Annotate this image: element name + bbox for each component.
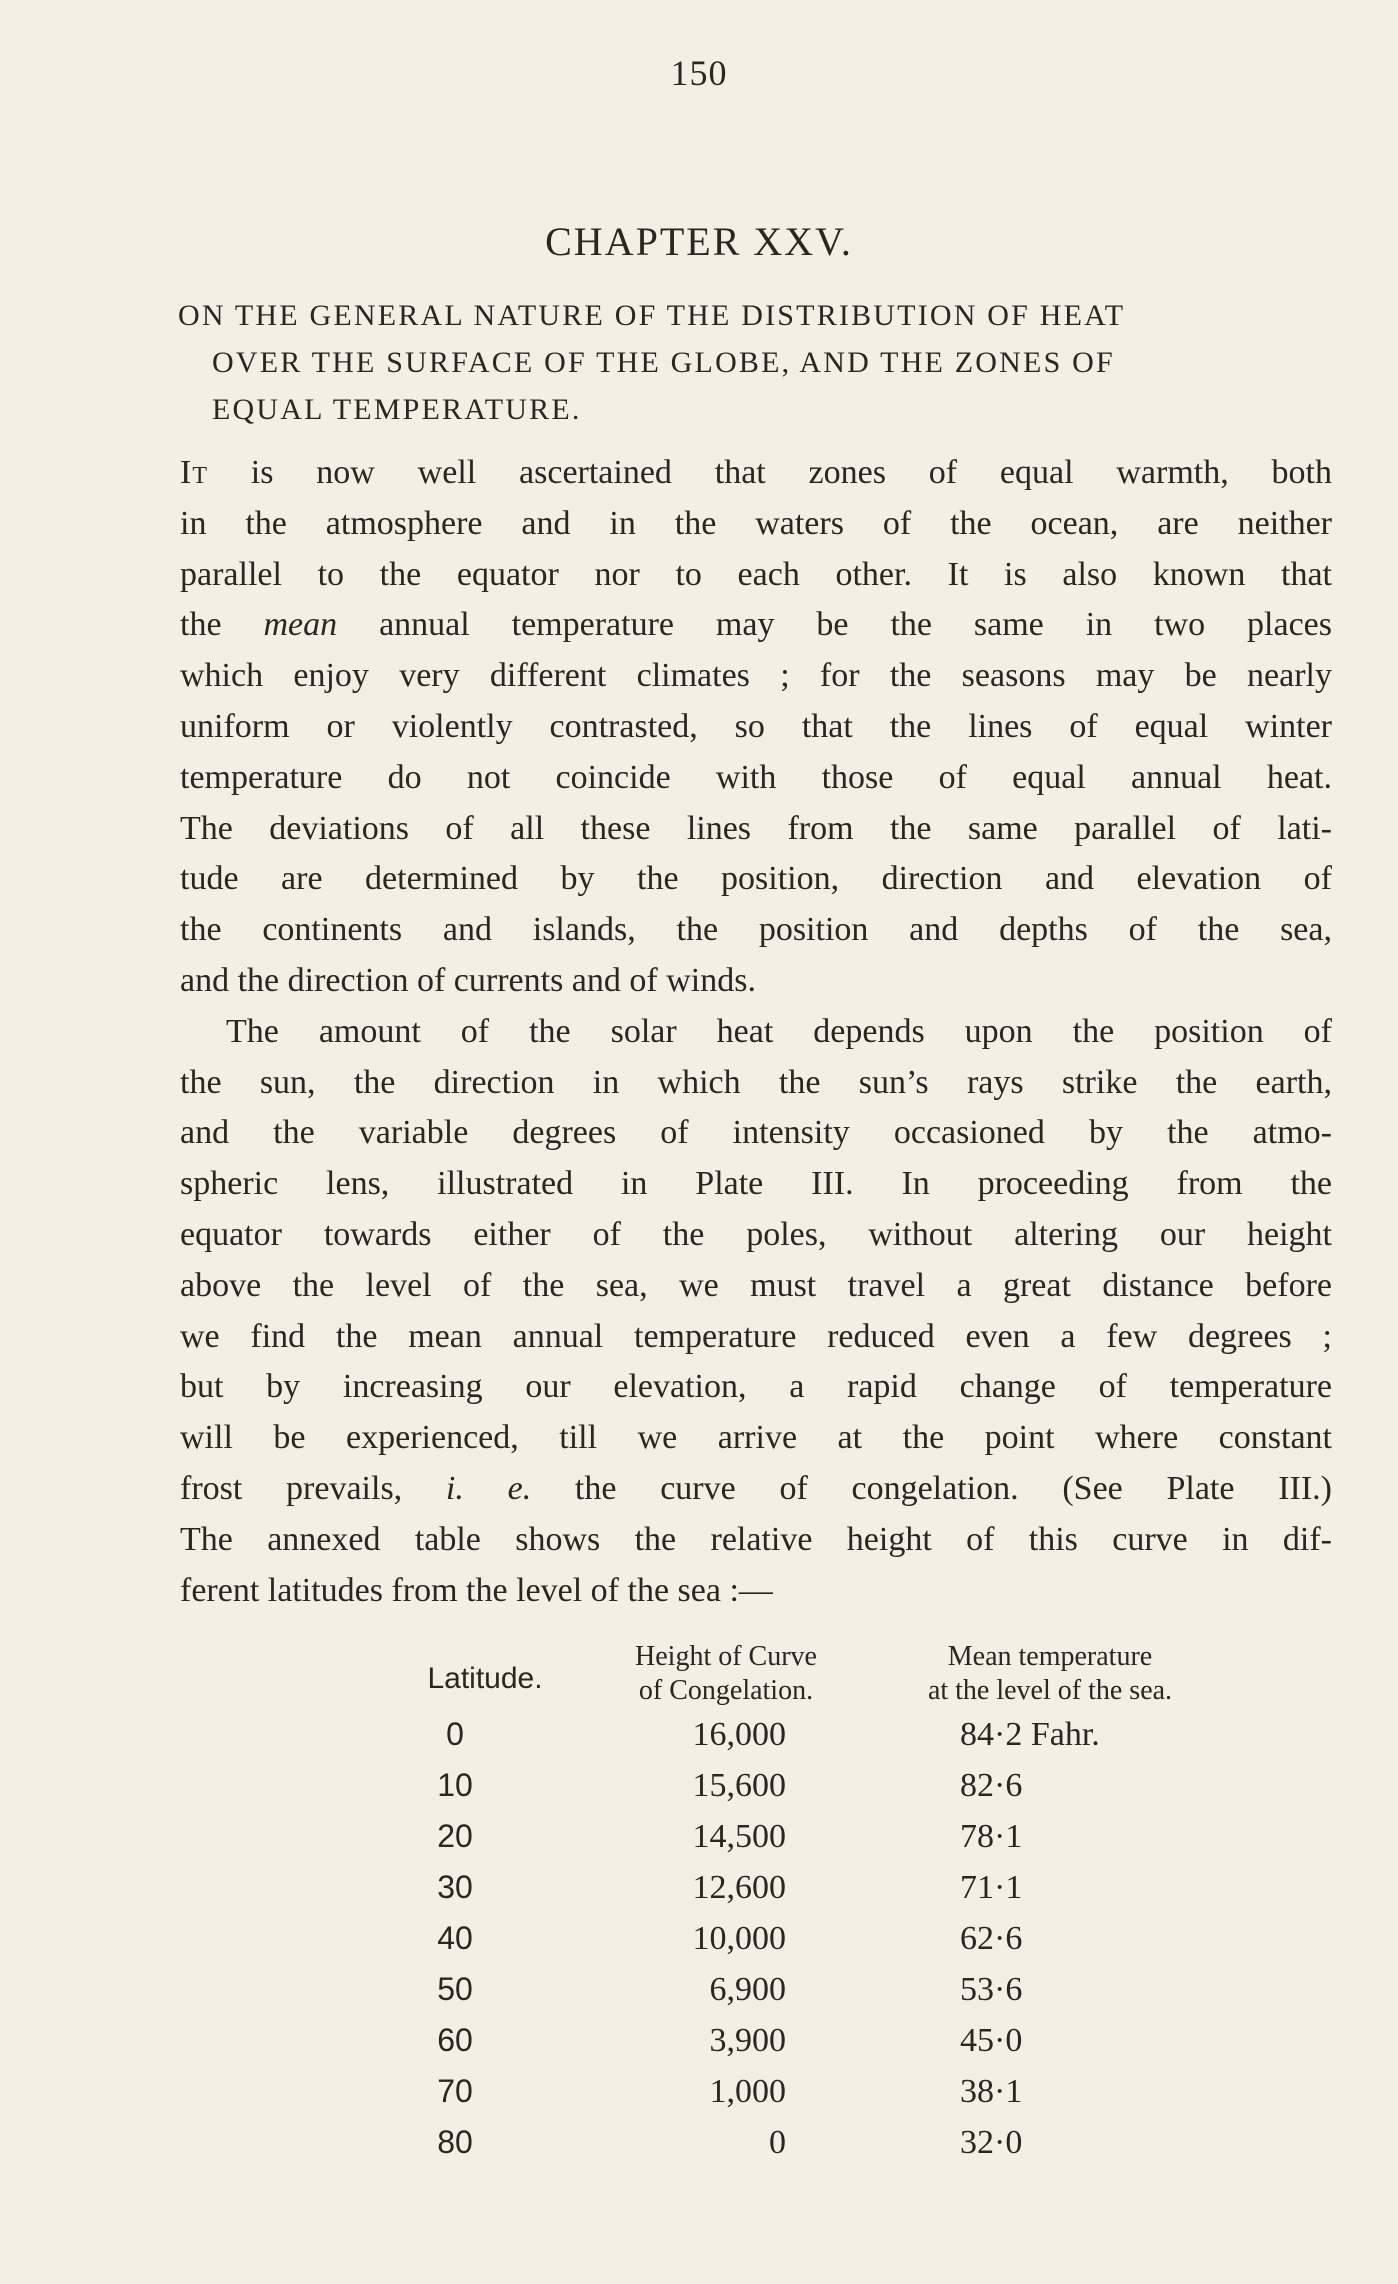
text-line: The deviations of all these lines from the same parallel of lati- bbox=[180, 809, 1332, 847]
text-line: in the atmosphere and in the waters of the ocean, are neither bbox=[180, 504, 1332, 542]
cell-mean-temperature: 82·6 bbox=[960, 1767, 1023, 1804]
table-row bbox=[400, 2124, 1260, 2175]
text-line: which enjoy very different climates ; for the seasons may be nearly bbox=[180, 657, 1332, 695]
cell-latitude: 20 bbox=[437, 1818, 473, 1854]
cell-mean-temperature: 71·1 bbox=[960, 1869, 1023, 1906]
header-height-line2: of Congelation. bbox=[638, 1675, 814, 1706]
cell-latitude: 40 bbox=[437, 1920, 473, 1956]
page-number: 150 bbox=[670, 53, 728, 93]
text-line: spheric lens, illustrated in Plate III. In proceeding from the bbox=[180, 1165, 1332, 1203]
chapter-subtitle-line: OVER THE SURFACE OF THE GLOBE, AND THE ZONES OF bbox=[212, 346, 1115, 379]
text-line: uniform or violently contrasted, so that the lines of equal winter bbox=[180, 707, 1332, 745]
cell-mean-temperature: 32·0 bbox=[960, 2124, 1023, 2161]
cell-height: 6,900 bbox=[709, 1971, 786, 2008]
cell-mean-temperature: 38·1 bbox=[960, 2073, 1023, 2110]
text-line bbox=[180, 600, 1332, 651]
table-row bbox=[400, 1920, 1260, 1971]
text-line: ferent latitudes from the level of the sea :— bbox=[180, 1571, 773, 1609]
text-line bbox=[180, 448, 1332, 499]
table-row bbox=[400, 2022, 1260, 2073]
text-line: and the variable degrees of intensity occasioned by the atmo- bbox=[180, 1114, 1332, 1152]
header-mean-line1: Mean temperature bbox=[947, 1641, 1153, 1672]
text-fragment: the curve of congelation. (See Plate III.) bbox=[531, 1469, 1332, 1507]
text-line: we find the mean annual temperature reduced even a few degrees ; bbox=[180, 1317, 1332, 1355]
cell-height: 16,000 bbox=[692, 1716, 786, 1753]
header-mean bbox=[870, 1640, 1230, 1708]
cell-latitude: 60 bbox=[437, 2022, 473, 2058]
cell-height: 10,000 bbox=[692, 1920, 786, 1957]
table-row bbox=[400, 1716, 1260, 1767]
text-line: the sun, the direction in which the sun’s rays strike the earth, bbox=[180, 1063, 1332, 1101]
table-row bbox=[400, 1818, 1260, 1869]
cell-height: 12,600 bbox=[692, 1869, 786, 1906]
text-line: equator towards either of the poles, without altering our height bbox=[180, 1215, 1332, 1253]
cell-latitude: 70 bbox=[437, 2073, 473, 2109]
cell-mean-temperature: 84·2 Fahr. bbox=[960, 1716, 1100, 1753]
cell-height: 3,900 bbox=[709, 2022, 786, 2059]
cell-mean-temperature: 45·0 bbox=[960, 2022, 1023, 2059]
cell-mean-temperature: 53·6 bbox=[960, 1971, 1023, 2008]
cell-latitude: 50 bbox=[437, 1971, 473, 2007]
emphasis: mean bbox=[263, 606, 338, 644]
cell-height: 1,000 bbox=[709, 2073, 786, 2110]
text-line: The amount of the solar heat depends upon the position of bbox=[226, 1012, 1332, 1050]
text-line: parallel to the equator nor to each other. It is also known that bbox=[180, 555, 1332, 593]
cell-mean-temperature: 62·6 bbox=[960, 1920, 1023, 1957]
header-height-line1: Height of Curve bbox=[635, 1641, 817, 1672]
cell-latitude: 0 bbox=[446, 1716, 464, 1752]
cell-height: 0 bbox=[769, 2124, 786, 2161]
header-mean-line2: at the level of the sea. bbox=[927, 1675, 1173, 1706]
cell-latitude: 30 bbox=[437, 1869, 473, 1905]
body-text bbox=[180, 448, 1332, 1616]
lead-word: It bbox=[180, 454, 208, 491]
cell-mean-temperature: 78·1 bbox=[960, 1818, 1023, 1855]
text-line: above the level of the sea, we must travel a great distance before bbox=[180, 1266, 1332, 1304]
cell-latitude: 10 bbox=[437, 1767, 473, 1803]
cell-latitude: 80 bbox=[437, 2124, 473, 2160]
table-row bbox=[400, 1869, 1260, 1920]
text-fragment: the bbox=[180, 606, 264, 644]
text-fragment: annual temperature may be the same in two places bbox=[337, 606, 1332, 644]
cell-height: 15,600 bbox=[692, 1767, 786, 1804]
text-line: the continents and islands, the position and depths of the sea, bbox=[180, 911, 1332, 949]
header-height bbox=[586, 1640, 866, 1708]
chapter-subtitle-line: ON THE GENERAL NATURE OF THE DISTRIBUTION OF HEAT bbox=[178, 299, 1126, 332]
emphasis: i. e. bbox=[445, 1469, 532, 1507]
text-line: tude are determined by the position, direction and elevation of bbox=[180, 860, 1332, 898]
cell-height: 14,500 bbox=[692, 1818, 786, 1855]
header-latitude: Latitude. bbox=[427, 1662, 543, 1695]
text-fragment: is now well ascertained that zones of equal warmth, both bbox=[207, 454, 1332, 491]
text-line bbox=[180, 1464, 1332, 1515]
text-fragment: frost prevails, bbox=[180, 1469, 446, 1507]
text-line: but by increasing our elevation, a rapid change of temperature bbox=[180, 1368, 1332, 1406]
chapter-title: CHAPTER XXV. bbox=[545, 219, 853, 264]
chapter-subtitle-line: EQUAL TEMPERATURE. bbox=[212, 393, 582, 426]
text-line: The annexed table shows the relative height of this curve in dif- bbox=[180, 1520, 1332, 1558]
text-line: will be experienced, till we arrive at the point where constant bbox=[180, 1419, 1332, 1457]
chapter-subtitle bbox=[178, 292, 1338, 433]
table-row bbox=[400, 1971, 1260, 2022]
text-line: and the direction of currents and of winds. bbox=[180, 961, 756, 999]
table-row bbox=[400, 1767, 1260, 1818]
text-line: temperature do not coincide with those of equal annual heat. bbox=[180, 758, 1332, 796]
table-row bbox=[400, 2073, 1260, 2124]
